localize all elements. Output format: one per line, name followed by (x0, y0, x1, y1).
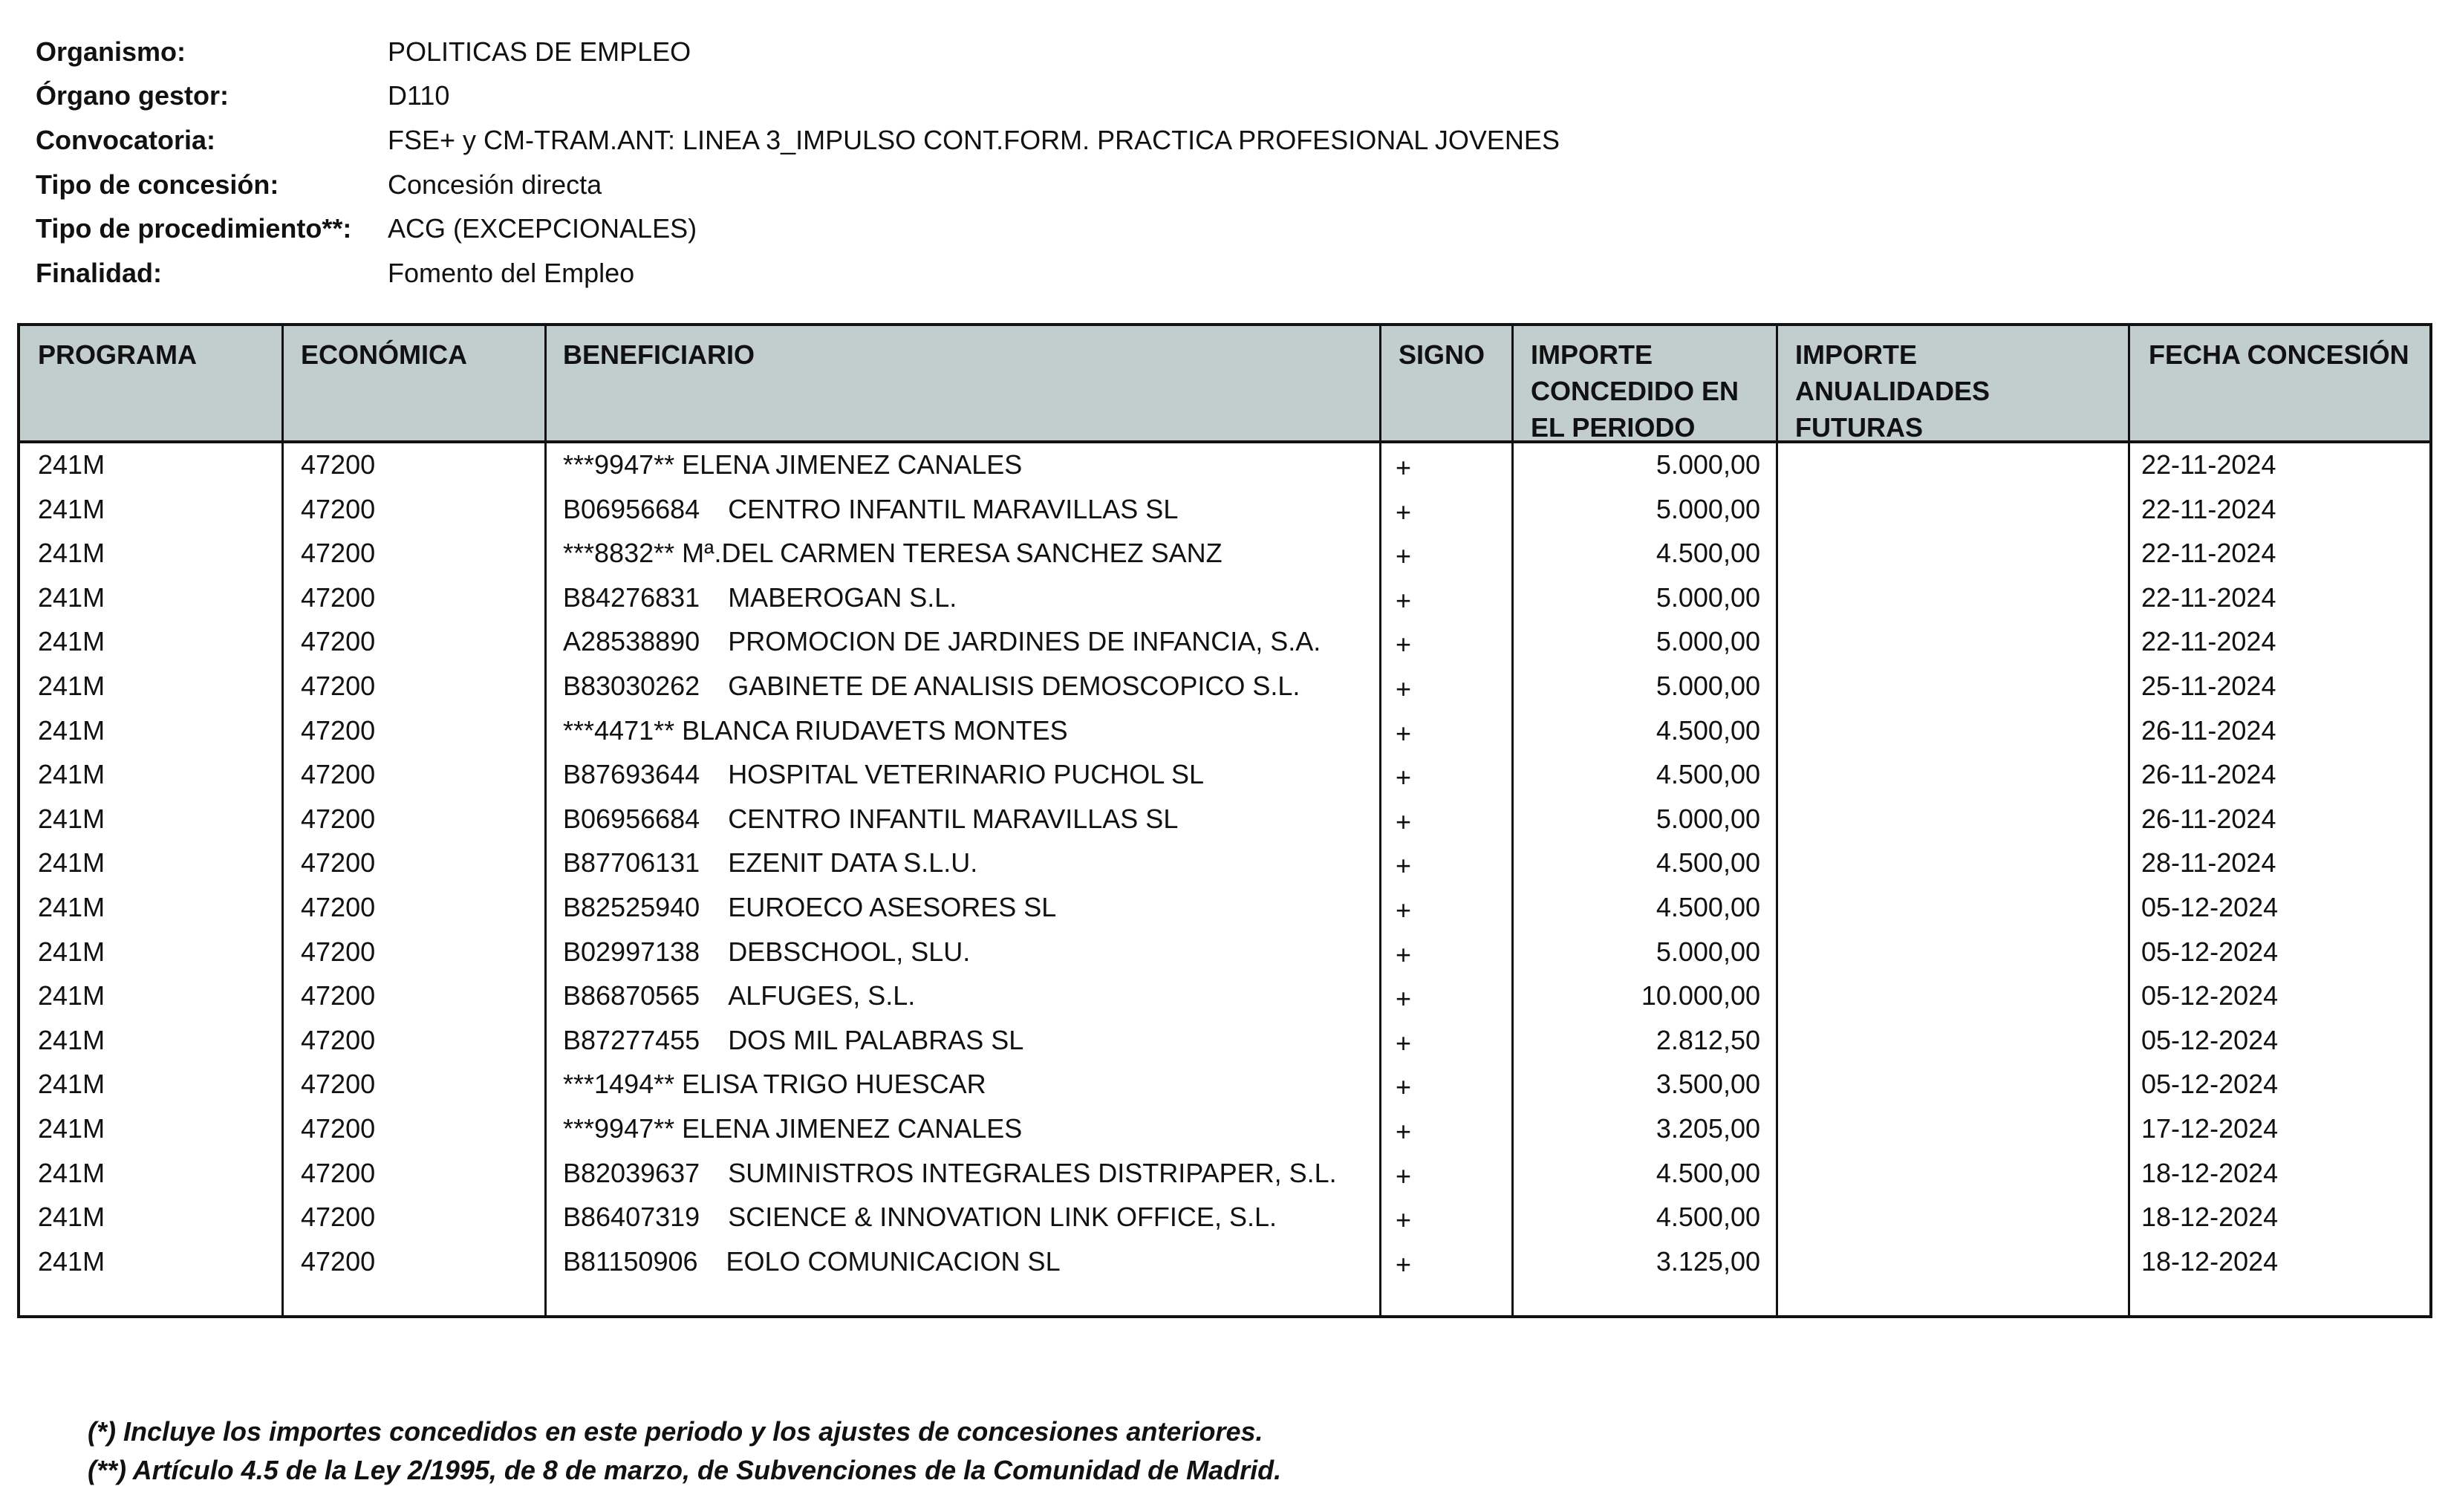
cell-fecha: 25-11-2024 (2141, 670, 2276, 701)
cell-signo: + (1396, 1115, 1412, 1147)
cell-beneficiario (563, 1025, 1023, 1056)
footnote-2: (**) Artículo 4.5 de la Ley 2/1995, de 8 de marzo, de Subvenciones de la Comunidad de Madrid. (88, 1455, 1282, 1485)
cell-programa: 241M (38, 847, 105, 879)
header-anual-line3: FUTURAS (1795, 412, 1923, 443)
header-anual-line1: IMPORTE (1795, 339, 1918, 370)
cell-importe: 4.500,00 (1656, 891, 1760, 922)
cell-fecha: 22-11-2024 (2141, 581, 2276, 613)
cell-beneficiario (563, 449, 1022, 480)
cell-beneficiario-nif: B06956684 (563, 803, 700, 834)
cell-beneficiario (563, 1158, 1337, 1189)
cell-economica: 47200 (301, 493, 376, 524)
table-row (20, 1152, 2429, 1196)
meta-tipo-procedimiento (36, 206, 2338, 251)
table-row (20, 709, 2429, 754)
cell-economica: 47200 (301, 1069, 376, 1100)
cell-beneficiario-nif: B82525940 (563, 891, 700, 922)
cell-beneficiario-nombre: EZENIT DATA S.L.U. (728, 847, 978, 879)
cell-fecha: 05-12-2024 (2141, 936, 2279, 967)
cell-importe: 10.000,00 (1641, 980, 1760, 1011)
cell-fecha: 05-12-2024 (2141, 980, 2279, 1011)
cell-signo: + (1396, 541, 1412, 572)
meta-organo-value: D110 (388, 80, 450, 111)
cell-economica: 47200 (301, 891, 376, 922)
cell-beneficiario-nif: B86407319 (563, 1202, 700, 1233)
cell-beneficiario (563, 494, 1178, 525)
cell-importe: 5.000,00 (1656, 803, 1760, 834)
cell-beneficiario-nombre: BLANCA RIUDAVETS MONTES (682, 714, 1068, 746)
table-row (20, 753, 2429, 798)
meta-tipo-procedimiento-value: ACG (EXCEPCIONALES) (388, 213, 697, 244)
cell-fecha: 17-12-2024 (2141, 1112, 2279, 1144)
cell-importe: 4.500,00 (1656, 1202, 1760, 1233)
cell-signo: + (1396, 850, 1412, 882)
cell-signo: + (1396, 1072, 1412, 1103)
document-metadata (36, 30, 2338, 296)
header-fecha: FECHA CONCESIÓN (2149, 339, 2409, 370)
table-row (20, 576, 2429, 621)
cell-beneficiario (563, 1202, 1277, 1233)
cell-beneficiario-nif: B02997138 (563, 936, 700, 967)
header-importe-anualidades (1795, 336, 1990, 446)
cell-beneficiario (563, 671, 1300, 702)
header-economica: ECONÓMICA (301, 339, 467, 370)
cell-programa: 241M (38, 581, 105, 613)
cell-economica: 47200 (301, 980, 376, 1011)
cell-beneficiario (563, 626, 1321, 657)
header-anual-line2: ANUALIDADES (1795, 376, 1990, 406)
cell-beneficiario-nombre: GABINETE DE ANALISIS DEMOSCOPICO S.L. (728, 670, 1300, 701)
meta-finalidad-label: Finalidad: (36, 257, 162, 288)
cell-signo: + (1396, 629, 1412, 660)
cell-economica: 47200 (301, 1202, 376, 1233)
cell-beneficiario (563, 847, 977, 879)
cell-programa: 241M (38, 1245, 105, 1277)
cell-fecha: 22-11-2024 (2141, 626, 2276, 657)
cell-economica: 47200 (301, 626, 376, 657)
cell-signo: + (1396, 1160, 1412, 1191)
cell-importe: 3.205,00 (1656, 1112, 1760, 1144)
header-signo: SIGNO (1399, 339, 1485, 370)
cell-beneficiario-nombre: EOLO COMUNICACION SL (726, 1245, 1061, 1277)
cell-fecha: 05-12-2024 (2141, 1069, 2279, 1100)
cell-importe: 5.000,00 (1656, 449, 1760, 480)
concessions-table (17, 323, 2432, 1318)
meta-organo-label: Órgano gestor: (36, 80, 230, 111)
header-importe-concedido (1531, 336, 1739, 446)
cell-programa: 241M (38, 538, 105, 569)
cell-economica: 47200 (301, 1024, 376, 1055)
cell-beneficiario-nif: B06956684 (563, 493, 700, 524)
meta-organismo (36, 30, 2338, 74)
cell-beneficiario-nif: B86870565 (563, 980, 700, 1011)
cell-signo: + (1396, 584, 1412, 616)
meta-finalidad (36, 251, 2338, 296)
cell-beneficiario (563, 1246, 1061, 1277)
cell-signo: + (1396, 1205, 1412, 1236)
table-row (20, 1240, 2429, 1285)
meta-convocatoria-value: FSE+ y CM-TRAM.ANT: LINEA 3_IMPULSO CONT.FORM. PRACTICA PROFESIONAL JOVENES (388, 124, 1560, 155)
cell-importe: 4.500,00 (1656, 1157, 1760, 1188)
cell-beneficiario-nombre: HOSPITAL VETERINARIO PUCHOL SL (728, 759, 1204, 790)
cell-beneficiario-nif: B87277455 (563, 1024, 700, 1055)
footnote-1: (*) Incluye los importes concedidos en este periodo y los ajustes de concesiones anteriores. (88, 1416, 1263, 1447)
meta-convocatoria-label: Convocatoria: (36, 124, 216, 155)
cell-beneficiario (563, 582, 957, 613)
cell-economica: 47200 (301, 714, 376, 746)
cell-signo: + (1396, 894, 1412, 925)
cell-beneficiario-nif: B87693644 (563, 759, 700, 790)
cell-beneficiario (563, 715, 1068, 746)
cell-fecha: 22-11-2024 (2141, 493, 2276, 524)
cell-economica: 47200 (301, 538, 376, 569)
cell-beneficiario-nombre: SCIENCE & INNOVATION LINK OFFICE, S.L. (728, 1202, 1277, 1233)
cell-economica: 47200 (301, 581, 376, 613)
footnotes (88, 1412, 1281, 1490)
cell-programa: 241M (38, 1157, 105, 1188)
cell-programa: 241M (38, 626, 105, 657)
table-row (20, 974, 2429, 1019)
meta-finalidad-value: Fomento del Empleo (388, 257, 635, 288)
table-row (20, 931, 2429, 975)
table-row (20, 798, 2429, 842)
cell-programa: 241M (38, 493, 105, 524)
table-row (20, 1196, 2429, 1240)
table-row (20, 620, 2429, 665)
cell-importe: 3.500,00 (1656, 1069, 1760, 1100)
table-body (20, 443, 2429, 1284)
meta-tipo-concesion (36, 163, 2338, 207)
cell-fecha: 18-12-2024 (2141, 1157, 2279, 1188)
cell-programa: 241M (38, 891, 105, 922)
cell-fecha: 18-12-2024 (2141, 1202, 2279, 1233)
cell-signo: + (1396, 1027, 1412, 1058)
cell-beneficiario-nif: B87706131 (563, 847, 700, 879)
cell-signo: + (1396, 717, 1412, 749)
cell-economica: 47200 (301, 803, 376, 834)
cell-beneficiario-nombre: PROMOCION DE JARDINES DE INFANCIA, S.A. (728, 626, 1321, 657)
cell-beneficiario (563, 759, 1204, 790)
table-row (20, 1019, 2429, 1063)
cell-beneficiario-nif: B84276831 (563, 581, 700, 613)
header-beneficiario: BENEFICIARIO (563, 339, 755, 370)
cell-economica: 47200 (301, 449, 376, 480)
cell-economica: 47200 (301, 759, 376, 790)
cell-importe: 2.812,50 (1656, 1024, 1760, 1055)
meta-organismo-label: Organismo: (36, 36, 186, 67)
cell-fecha: 26-11-2024 (2141, 714, 2276, 746)
cell-beneficiario (563, 980, 915, 1011)
cell-programa: 241M (38, 670, 105, 701)
cell-beneficiario-nif: ***4471** (563, 714, 675, 746)
cell-fecha: 18-12-2024 (2141, 1245, 2279, 1277)
cell-fecha: 28-11-2024 (2141, 847, 2276, 879)
cell-beneficiario-nombre: ELENA JIMENEZ CANALES (682, 449, 1023, 480)
cell-economica: 47200 (301, 847, 376, 879)
cell-programa: 241M (38, 980, 105, 1011)
cell-programa: 241M (38, 759, 105, 790)
cell-beneficiario-nombre: ELENA JIMENEZ CANALES (682, 1112, 1023, 1144)
cell-programa: 241M (38, 936, 105, 967)
cell-programa: 241M (38, 1069, 105, 1100)
table-row (20, 665, 2429, 709)
cell-economica: 47200 (301, 1245, 376, 1277)
cell-beneficiario-nombre: DOS MIL PALABRAS SL (728, 1024, 1024, 1055)
cell-beneficiario-nif: ***9947** (563, 1112, 675, 1144)
table-header (20, 326, 2429, 443)
cell-economica: 47200 (301, 670, 376, 701)
cell-beneficiario-nif: ***8832** (563, 538, 675, 569)
header-importe-line3: EL PERIODO (1531, 412, 1696, 443)
cell-signo: + (1396, 673, 1412, 704)
cell-beneficiario (563, 1113, 1022, 1144)
cell-beneficiario-nombre: SUMINISTROS INTEGRALES DISTRIPAPER, S.L. (728, 1157, 1337, 1188)
cell-importe: 5.000,00 (1656, 581, 1760, 613)
cell-beneficiario-nif: ***1494** (563, 1069, 675, 1100)
cell-programa: 241M (38, 1202, 105, 1233)
cell-signo: + (1396, 762, 1412, 793)
cell-fecha: 26-11-2024 (2141, 803, 2276, 834)
cell-programa: 241M (38, 449, 105, 480)
cell-importe: 4.500,00 (1656, 538, 1760, 569)
cell-beneficiario (563, 538, 1223, 569)
cell-fecha: 26-11-2024 (2141, 759, 2276, 790)
table-row (20, 488, 2429, 532)
cell-beneficiario-nombre: Mª.DEL CARMEN TERESA SANCHEZ SANZ (682, 538, 1223, 569)
cell-fecha: 05-12-2024 (2141, 1024, 2279, 1055)
cell-signo: + (1396, 806, 1412, 837)
table-row (20, 532, 2429, 576)
cell-economica: 47200 (301, 936, 376, 967)
cell-programa: 241M (38, 714, 105, 746)
cell-beneficiario (563, 936, 970, 968)
cell-programa: 241M (38, 803, 105, 834)
meta-tipo-procedimiento-label: Tipo de procedimiento**: (36, 213, 352, 244)
cell-beneficiario-nombre: CENTRO INFANTIL MARAVILLAS SL (728, 803, 1179, 834)
header-programa: PROGRAMA (38, 339, 197, 370)
cell-beneficiario-nombre: ELISA TRIGO HUESCAR (682, 1069, 986, 1100)
cell-fecha: 22-11-2024 (2141, 538, 2276, 569)
cell-economica: 47200 (301, 1112, 376, 1144)
cell-programa: 241M (38, 1112, 105, 1144)
cell-importe: 4.500,00 (1656, 714, 1760, 746)
cell-fecha: 22-11-2024 (2141, 449, 2276, 480)
cell-importe: 5.000,00 (1656, 493, 1760, 524)
meta-tipo-concesion-value: Concesión directa (388, 169, 602, 200)
cell-importe: 5.000,00 (1656, 936, 1760, 967)
table-row (20, 1063, 2429, 1107)
cell-beneficiario-nombre: ALFUGES, S.L. (728, 980, 916, 1011)
cell-importe: 4.500,00 (1656, 759, 1760, 790)
cell-beneficiario-nombre: EUROECO ASESORES SL (728, 891, 1057, 922)
cell-beneficiario (563, 892, 1056, 923)
cell-importe: 3.125,00 (1656, 1245, 1760, 1277)
cell-programa: 241M (38, 1024, 105, 1055)
cell-economica: 47200 (301, 1157, 376, 1188)
cell-beneficiario-nombre: MABEROGAN S.L. (728, 581, 957, 613)
cell-beneficiario-nif: B82039637 (563, 1157, 700, 1188)
cell-signo: + (1396, 452, 1412, 483)
table-row (20, 1107, 2429, 1152)
meta-tipo-concesion-label: Tipo de concesión: (36, 169, 279, 200)
cell-signo: + (1396, 496, 1412, 527)
cell-signo: + (1396, 983, 1412, 1014)
cell-signo: + (1396, 939, 1412, 970)
cell-beneficiario (563, 804, 1178, 835)
cell-fecha: 05-12-2024 (2141, 891, 2279, 922)
cell-beneficiario-nif: B81150906 (563, 1245, 698, 1277)
meta-organo (36, 74, 2338, 119)
cell-beneficiario-nif: ***9947** (563, 449, 675, 480)
table-row (20, 443, 2429, 488)
cell-beneficiario (563, 1069, 986, 1100)
cell-signo: + (1396, 1248, 1412, 1280)
cell-importe: 4.500,00 (1656, 847, 1760, 879)
header-importe-line1: IMPORTE (1531, 339, 1653, 370)
meta-convocatoria (36, 118, 2338, 163)
meta-organismo-value: POLITICAS DE EMPLEO (388, 36, 691, 67)
header-importe-line2: CONCEDIDO EN (1531, 376, 1739, 406)
cell-beneficiario-nif: B83030262 (563, 670, 700, 701)
cell-beneficiario-nif: A28538890 (563, 626, 700, 657)
cell-importe: 5.000,00 (1656, 670, 1760, 701)
cell-importe: 5.000,00 (1656, 626, 1760, 657)
table-row (20, 886, 2429, 931)
cell-beneficiario-nombre: CENTRO INFANTIL MARAVILLAS SL (728, 493, 1179, 524)
table-row (20, 841, 2429, 886)
cell-beneficiario-nombre: DEBSCHOOL, SLU. (728, 936, 971, 967)
